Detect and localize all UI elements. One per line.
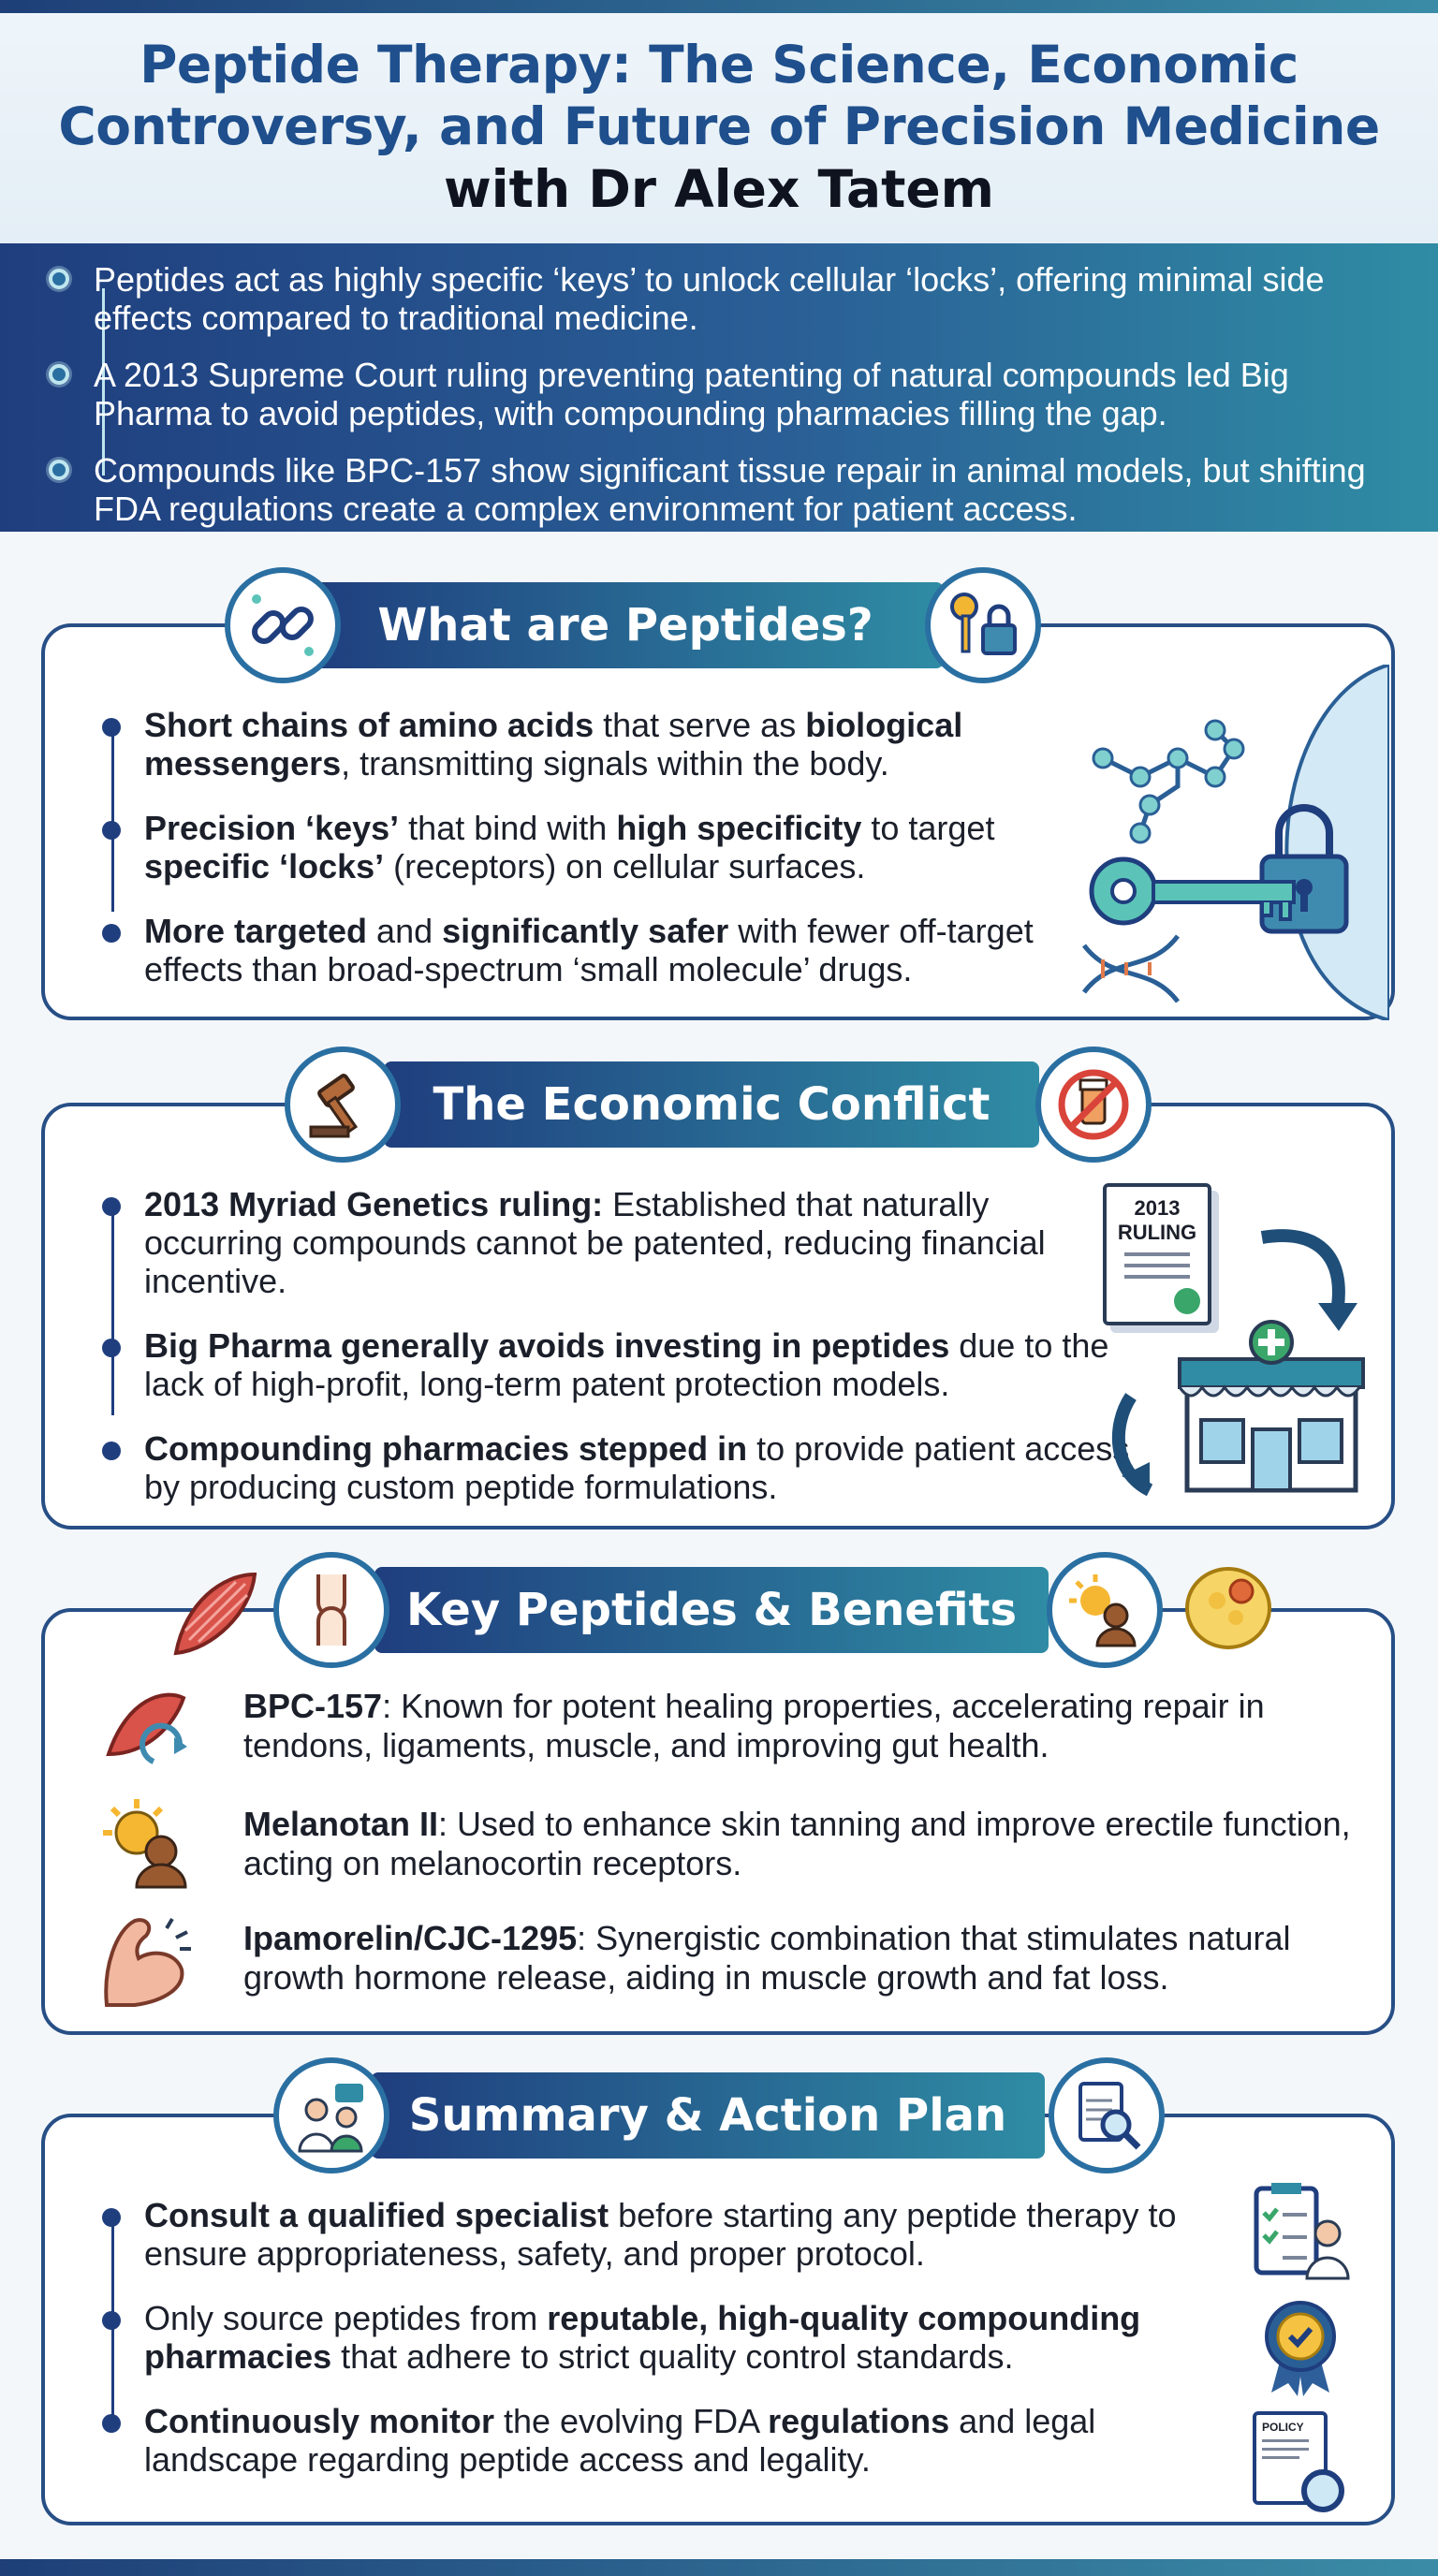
- peptides-bullet: Short chains of amino acids that serve as biological messengers, transmitting signals within the body.: [144, 706, 1127, 783]
- peptides-bullets: [144, 706, 1127, 1015]
- muscle-repair-icon: [99, 1679, 193, 1778]
- gavel-icon: [285, 1046, 401, 1163]
- peptides-bullet: Precision ‘keys’ that bind with high specificity to target specific ‘locks’ (receptors) on cellular surfaces.: [144, 809, 1127, 886]
- top-accent-bar: [0, 0, 1438, 13]
- chain-link-icon: [225, 567, 341, 683]
- sun-skin-icon: [99, 1795, 193, 1894]
- key-lock-icon: [925, 567, 1041, 683]
- keypeptide-item: Ipamorelin/CJC-1295: Synergistic combination that stimulates natural growth hormone release, aiding in muscle growth and fat loss.: [243, 1919, 1291, 1997]
- economic-banner: The Economic Conflict: [384, 1061, 1039, 1148]
- header: [0, 13, 1438, 243]
- summary-list: [0, 243, 1438, 528]
- action-card: [41, 2114, 1395, 2525]
- consultation-icon: [273, 2057, 389, 2174]
- quality-badge-icon: [1256, 2295, 1344, 2398]
- economic-bullets: [144, 1185, 1137, 1532]
- peptides-bullet: More targeted and significantly safer with fewer off-target effects than broad-spectrum ‘small molecule’ drugs.: [144, 912, 1127, 988]
- summary-item: A 2013 Supreme Court ruling preventing patenting of natural compounds led Big Pharma to avoid peptides, with compounding pharmacies filling the gap.: [94, 356, 1382, 432]
- key-peptides-banner: Key Peptides & Benefits: [374, 1567, 1049, 1653]
- page-subtitle: with Dr Alex Tatem: [444, 159, 994, 219]
- keypeptide-item: Melanotan II: Used to enhance skin tanning and improve erectile function, acting on melanocortin receptors.: [243, 1805, 1351, 1882]
- no-pills-icon: [1035, 1046, 1152, 1163]
- economic-card: [41, 1103, 1395, 1530]
- action-banner: Summary & Action Plan: [371, 2072, 1045, 2159]
- summary-item: Peptides act as highly specific ‘keys’ to unlock cellular ‘locks’, offering minimal side effects compared to traditional medicine.: [94, 260, 1382, 337]
- bottom-accent-bar: [0, 2559, 1438, 2576]
- peptides-banner: What are Peptides?: [307, 582, 944, 668]
- flexed-arm-icon: [97, 1911, 195, 2019]
- muscle-fiber-icon: [167, 1565, 264, 1662]
- policy-document-icon: POLICY: [1253, 2411, 1328, 2505]
- economic-bullet: Big Pharma generally avoids investing in peptides due to the lack of high-profit, long-term patent protection models.: [144, 1326, 1137, 1403]
- bullet-line: [111, 724, 114, 912]
- ruling-document: 2013 RULING: [1103, 1183, 1211, 1325]
- title-line-1: Peptide Therapy: The Science, Economic: [139, 35, 1299, 95]
- keypeptide-item: BPC-157: Known for potent healing properties, accelerating repair in tendons, ligaments, muscle, and improving gut health.: [243, 1687, 1265, 1764]
- summary-band: [0, 243, 1438, 532]
- peptides-card: [41, 623, 1395, 1020]
- checklist-doctor-icon: [1249, 2179, 1352, 2282]
- economic-bullet: Compounding pharmacies stepped in to provide patient access by producing custom peptide formulations.: [144, 1429, 1137, 1506]
- key-lock-illustration: [1075, 665, 1389, 1020]
- action-bullet: Continuously monitor the evolving FDA regulations and legal landscape regarding peptide access and legality.: [144, 2402, 1240, 2479]
- fat-cell-icon: [1181, 1561, 1275, 1655]
- key-peptides-card: [41, 1608, 1395, 2035]
- page-title: [0, 13, 1438, 157]
- economic-bullet: 2013 Myriad Genetics ruling: Established that naturally occurring compounds cannot be patented, reducing financial incentive.: [144, 1185, 1137, 1300]
- action-bullets: [144, 2196, 1240, 2505]
- title-line-2: Controversy, and Future of Precision Medicine: [58, 96, 1380, 156]
- sun-person-icon: [1047, 1552, 1163, 1668]
- bullet-line: [111, 1204, 114, 1415]
- action-bullet: Consult a qualified specialist before starting any peptide therapy to ensure appropriateness, safety, and proper protocol.: [144, 2196, 1240, 2273]
- pharmacy-illustration: [1093, 1209, 1393, 1509]
- action-bullet: Only source peptides from reputable, high-quality compounding pharmacies that adhere to strict quality control standards.: [144, 2299, 1240, 2376]
- knee-joint-icon: [273, 1552, 389, 1668]
- policy-search-icon: [1049, 2057, 1165, 2174]
- summary-item: Compounds like BPC-157 show significant tissue repair in animal models, but shifting FDA regulations create a complex environment for patient access.: [94, 451, 1382, 528]
